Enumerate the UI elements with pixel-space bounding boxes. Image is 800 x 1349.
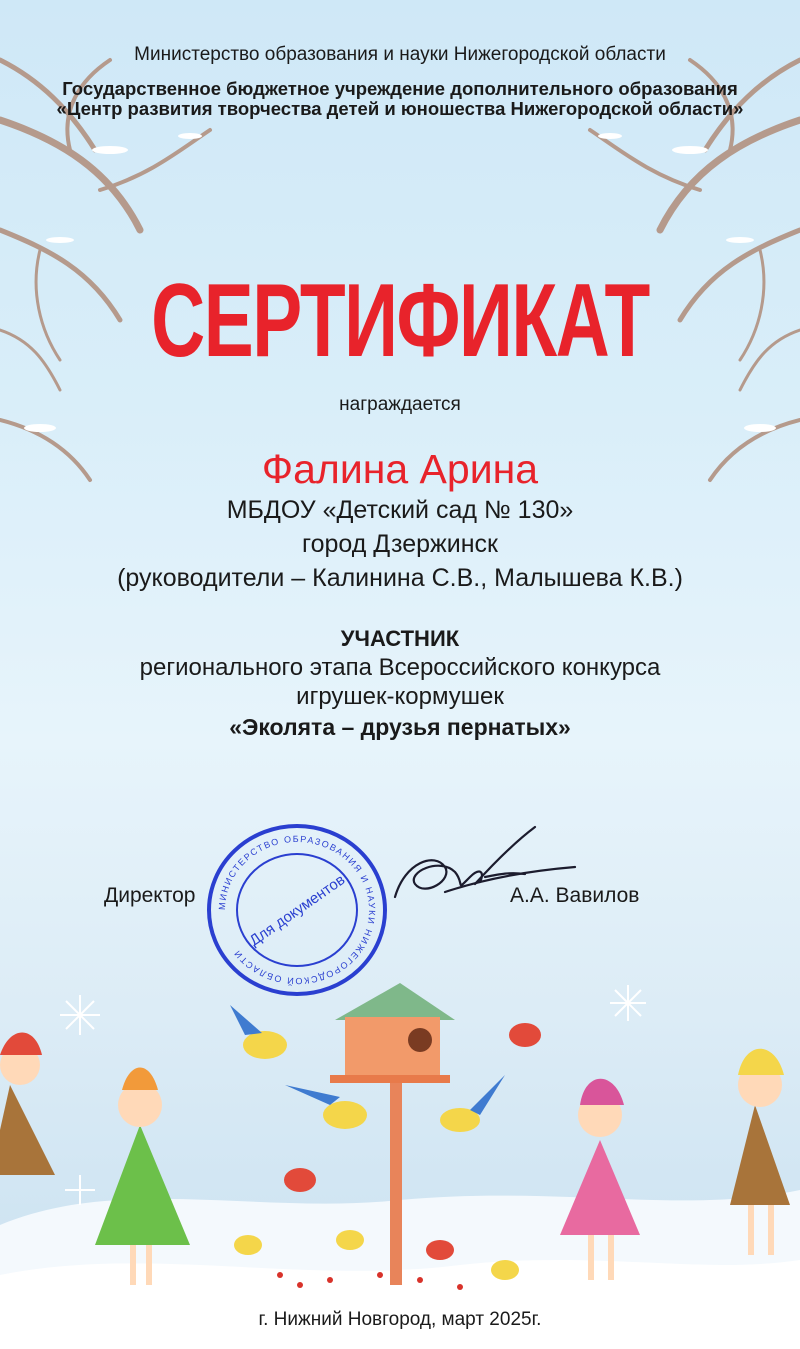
stamp-center-text: Для документов xyxy=(246,871,349,950)
contest-name: «Эколята – друзья пернатых» xyxy=(229,714,571,740)
institution-name-line1: Государственное бюджетное учреждение дополнительного образования xyxy=(62,78,738,99)
director-label: Директор xyxy=(104,884,196,907)
contest-stage-line1: регионального этапа Всероссийского конкурса xyxy=(139,654,661,681)
certificate-title: СЕРТИФИКАТ xyxy=(151,263,649,379)
stamp-icon xyxy=(202,820,392,1000)
signer-name: А.А. Вавилов xyxy=(510,884,640,907)
ministry-name: Министерство образования и науки Нижегородской области xyxy=(134,44,666,65)
stamp-ring-text: МИНИСТЕРСТВО ОБРАЗОВАНИЯ И НАУКИ НИЖЕГОРОДСКОЙ ОБЛАСТИ xyxy=(216,833,378,987)
institution-name-line2: «Центр развития творчества детей и юношества Нижегородской области» xyxy=(56,98,744,119)
recipient-organization: МБДОУ «Детский сад № 130» xyxy=(226,496,574,524)
recipient-leaders: (руководители – Калинина С.В., Малышева К.В.) xyxy=(117,564,683,592)
signature-icon xyxy=(385,822,585,932)
recipient-city: город Дзержинск xyxy=(302,530,498,558)
awarded-label: награждается xyxy=(339,394,461,415)
recipient-name: Фалина Арина xyxy=(261,446,539,492)
participant-status: УЧАСТНИК xyxy=(340,626,460,651)
winter-scene-illustration xyxy=(0,975,800,1349)
contest-stage-line2: игрушек-кормушек xyxy=(296,683,504,710)
place-and-date: г. Нижний Новгород, март 2025г. xyxy=(258,1309,542,1330)
